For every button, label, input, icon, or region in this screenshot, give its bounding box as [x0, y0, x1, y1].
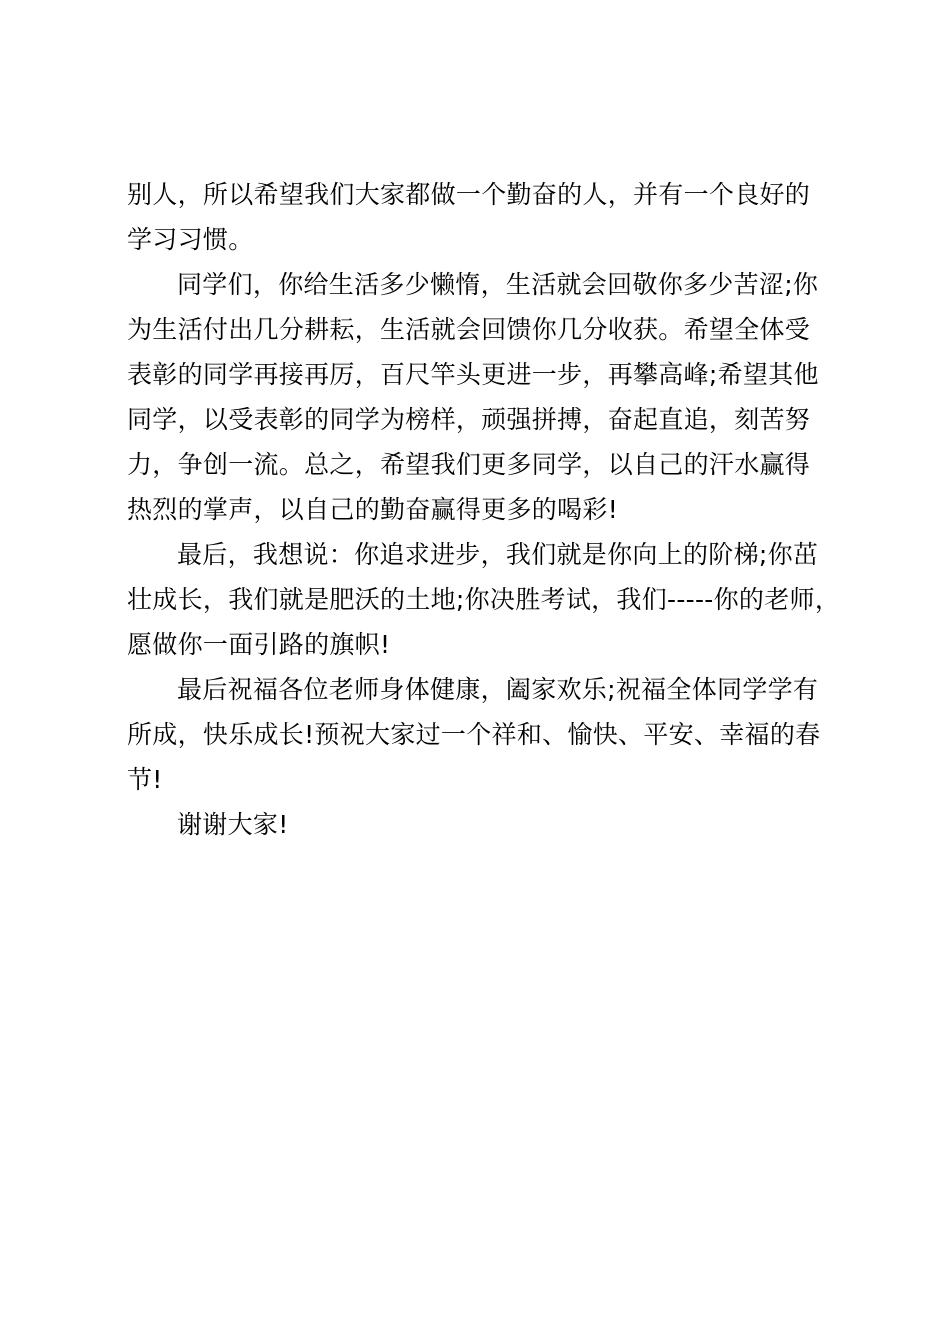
- paragraph-2: [127, 262, 847, 532]
- text-line: 热烈的掌声，以自己的勤奋赢得更多的喝彩!: [127, 495, 619, 524]
- text-line: 学习习惯。: [127, 225, 254, 254]
- paragraph-1: [127, 172, 847, 262]
- text-line: 愿做你一面引路的旗帜!: [127, 630, 391, 659]
- text-line: 壮成长，我们就是肥沃的土地;你决胜考试，我们-----你的老师，: [127, 585, 841, 614]
- paragraph-5: [127, 802, 847, 847]
- text-line: 最后祝福各位老师身体健康，阖家欢乐;祝福全体同学学有: [177, 675, 819, 704]
- text-line: 力，争创一流。总之，希望我们更多同学，以自己的汗水赢得: [127, 450, 811, 479]
- text-line: 表彰的同学再接再厉，百尺竿头更进一步，再攀高峰;希望其他: [127, 360, 819, 389]
- text-line: 所成，快乐成长!预祝大家过一个祥和、愉快、平安、幸福的春: [127, 720, 821, 749]
- text-line: 同学，以受表彰的同学为榜样，顽强拼搏，奋起直追，刻苦努: [127, 405, 811, 434]
- paragraph-4: [127, 667, 847, 802]
- text-line: 同学们，你给生活多少懒惰，生活就会回敬你多少苦涩;你: [177, 270, 819, 299]
- body-text: [127, 172, 847, 847]
- paragraph-3: [127, 532, 847, 667]
- text-line: 谢谢大家!: [177, 810, 289, 839]
- text-line: 最后，我想说：你追求进步，我们就是你向上的阶梯;你茁: [177, 540, 819, 569]
- text-line: 节!: [127, 765, 163, 794]
- text-line: 为生活付出几分耕耘，生活就会回馈你几分收获。希望全体受: [127, 315, 811, 344]
- text-line: 别人，所以希望我们大家都做一个勤奋的人，并有一个良好的: [127, 180, 811, 209]
